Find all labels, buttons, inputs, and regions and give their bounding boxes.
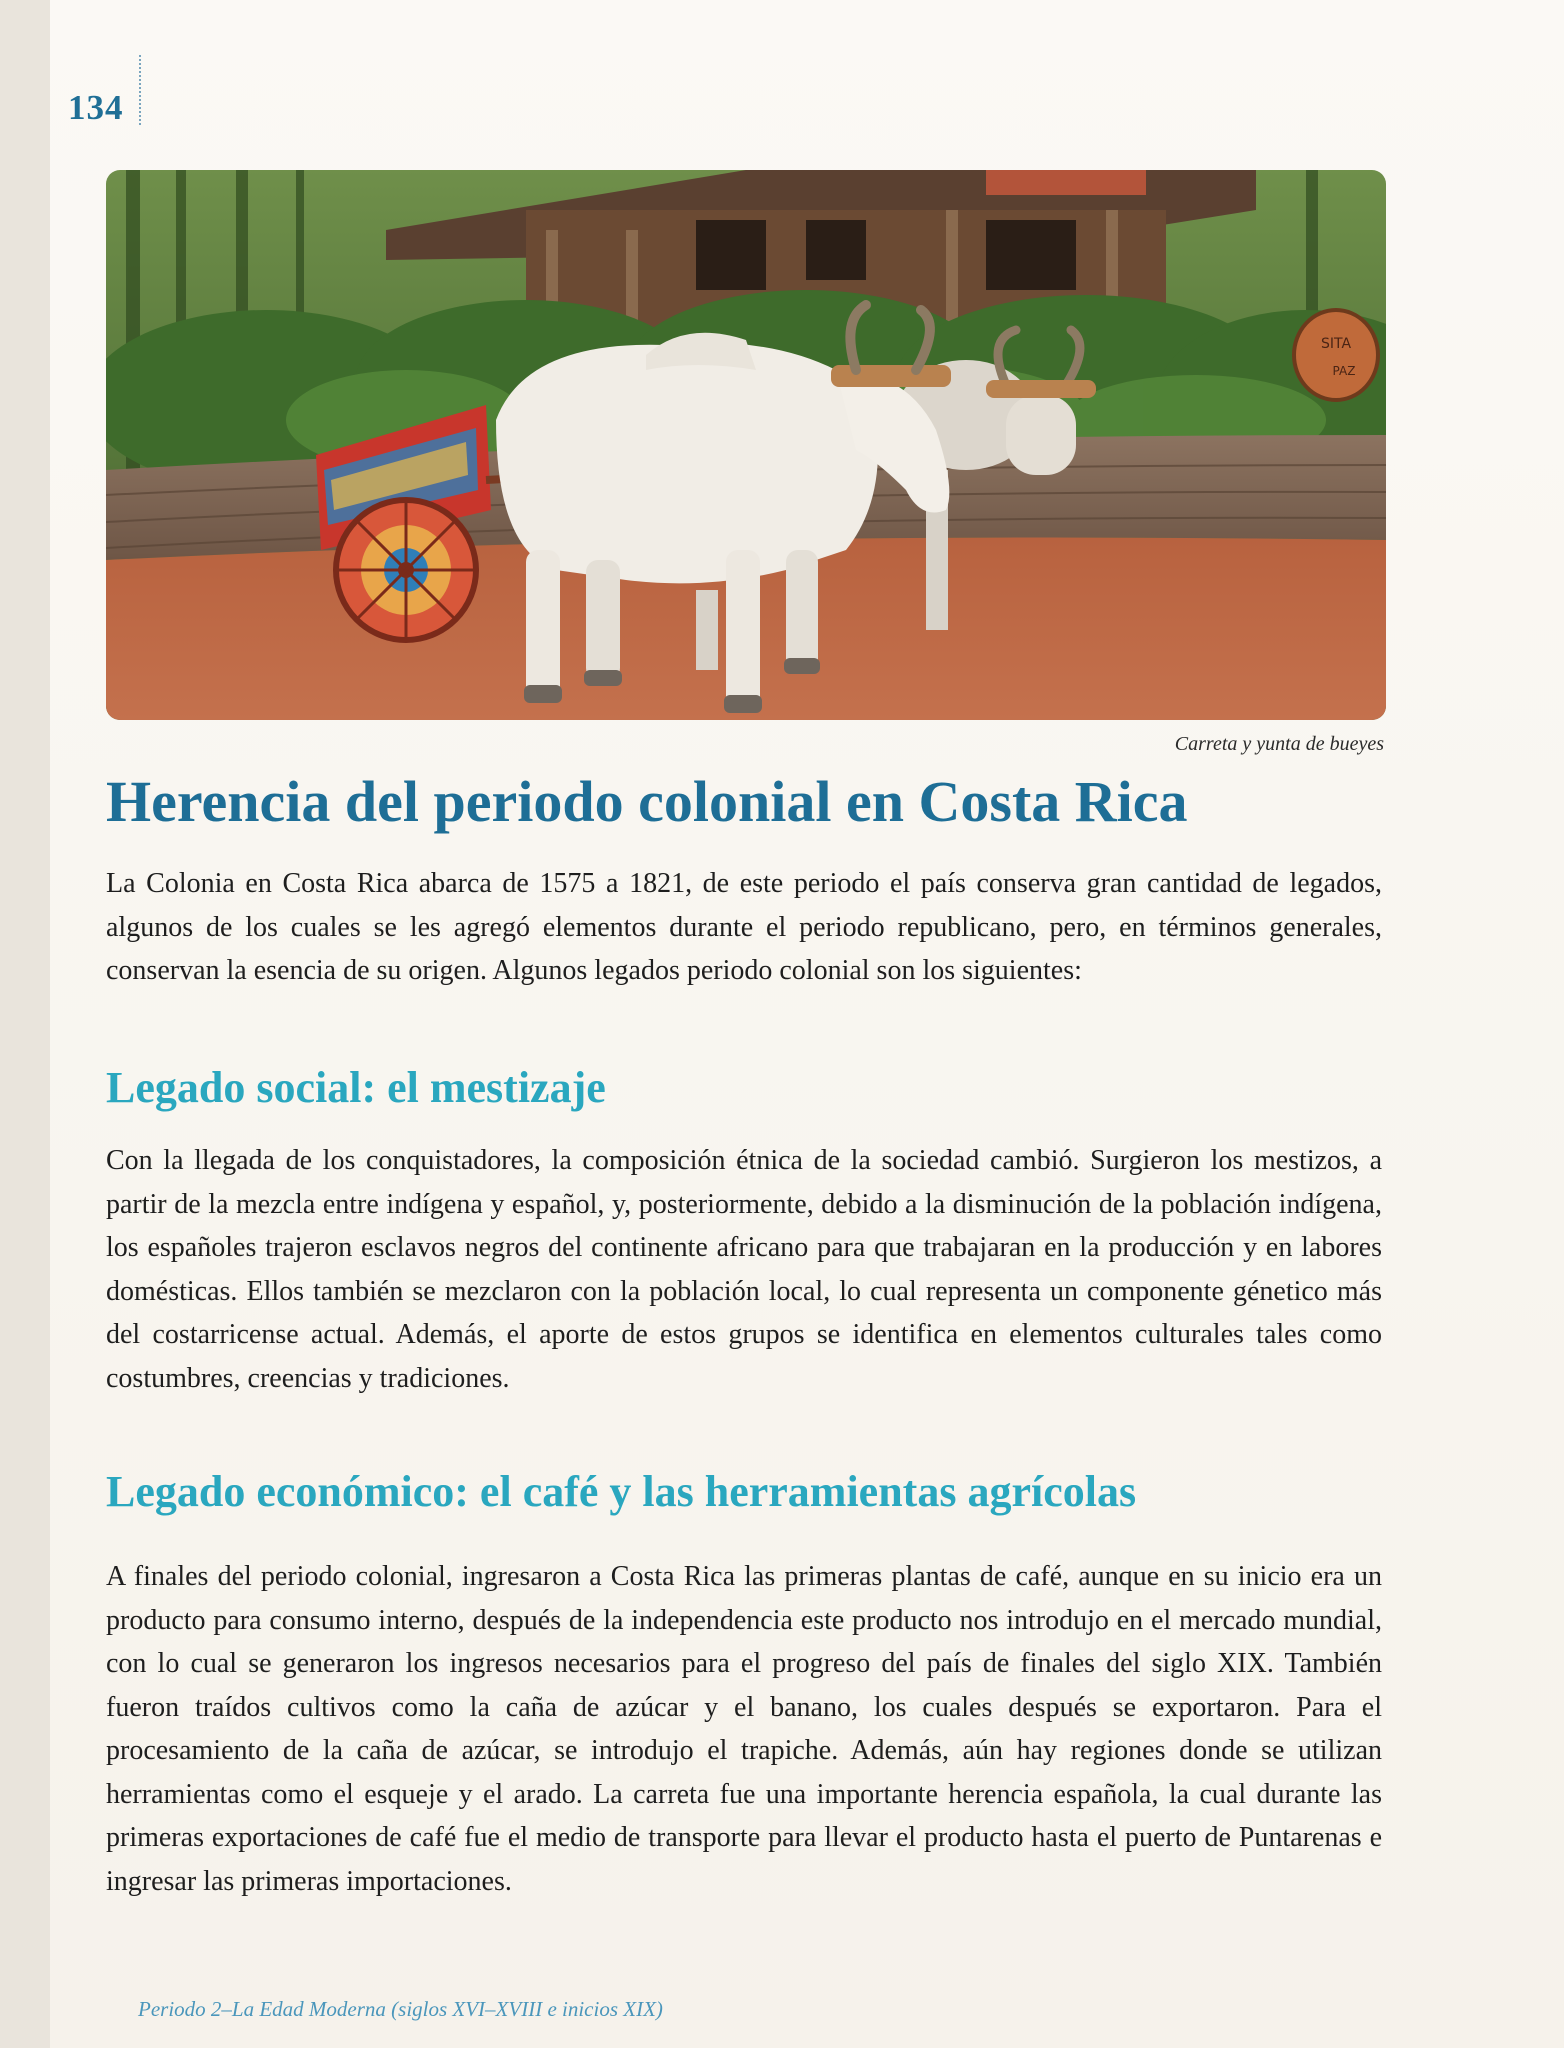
wooden-sign	[1294, 310, 1378, 400]
running-footer: Periodo 2–La Edad Moderna (siglos XVI–XVIII e inicios XIX)	[138, 1997, 663, 2021]
section-body-economic: A finales del periodo colonial, ingresaron a Costa Rica las primeras plantas de café, aunque en su inicio era un producto para consumo interno, después de la independencia este producto nos introdujo en el mercado mundial, con lo cual se generaron los ingresos necesarios para el progreso del país de finales del siglo XIX. También fueron traídos cultivos como la caña de azúcar y el banano, los cuales después se exportaron. Para el procesamiento de la caña de azúcar, se introdujo el trapiche. Además, aún hay regiones donde se utilizan herramientas como el esqueje y el arado. La carreta fue una importante herencia española, la cual durante las primeras exportaciones de café fue el medio de transporte para llevar el producto hasta el puerto de Puntarenas e ingresar las primeras importaciones.	[106, 1561, 1382, 1897]
page-title: Herencia del periodo colonial en Costa Rica	[106, 769, 1188, 834]
page-number: 134	[68, 88, 124, 127]
svg-text:SITA: SITA	[1320, 336, 1352, 352]
intro-paragraph: La Colonia en Costa Rica abarca de 1575 a 1821, de este periodo el país conserva gran cantidad de legados, algunos de los cuales se les agregó elementos durante el periodo republicano, pero, en términos generales, conservan la esencia de su origen. Algunos legados periodo colonial son los siguientes:	[106, 868, 1382, 986]
section-body-social: Con la llegada de los conquistadores, la composición étnica de la sociedad cambió. Surgieron los mestizos, a partir de la mezcla entre indígena y español, y, posteriormente, debido a la disminución de la población indígena, los españoles trajeron esclavos negros del continente africano para que trabajaran en la producción y en labores domésticas. Ellos también se mezclaron con la población local, lo cual representa un componente génetico más del costarricense actual. Además, el aporte de estos grupos se identifica en elementos culturales tales como costumbres, creencias y tradiciones.	[106, 1145, 1382, 1394]
page-number-divider	[139, 55, 141, 125]
svg-text:PAZ: PAZ	[1332, 364, 1356, 378]
section-heading-economic: Legado económico: el café y las herramientas agrícolas	[106, 1467, 1137, 1516]
figure-caption: Carreta y yunta de bueyes	[1174, 733, 1384, 755]
oxcart-photo	[106, 170, 1386, 720]
section-heading-social: Legado social: el mestizaje	[106, 1063, 606, 1112]
